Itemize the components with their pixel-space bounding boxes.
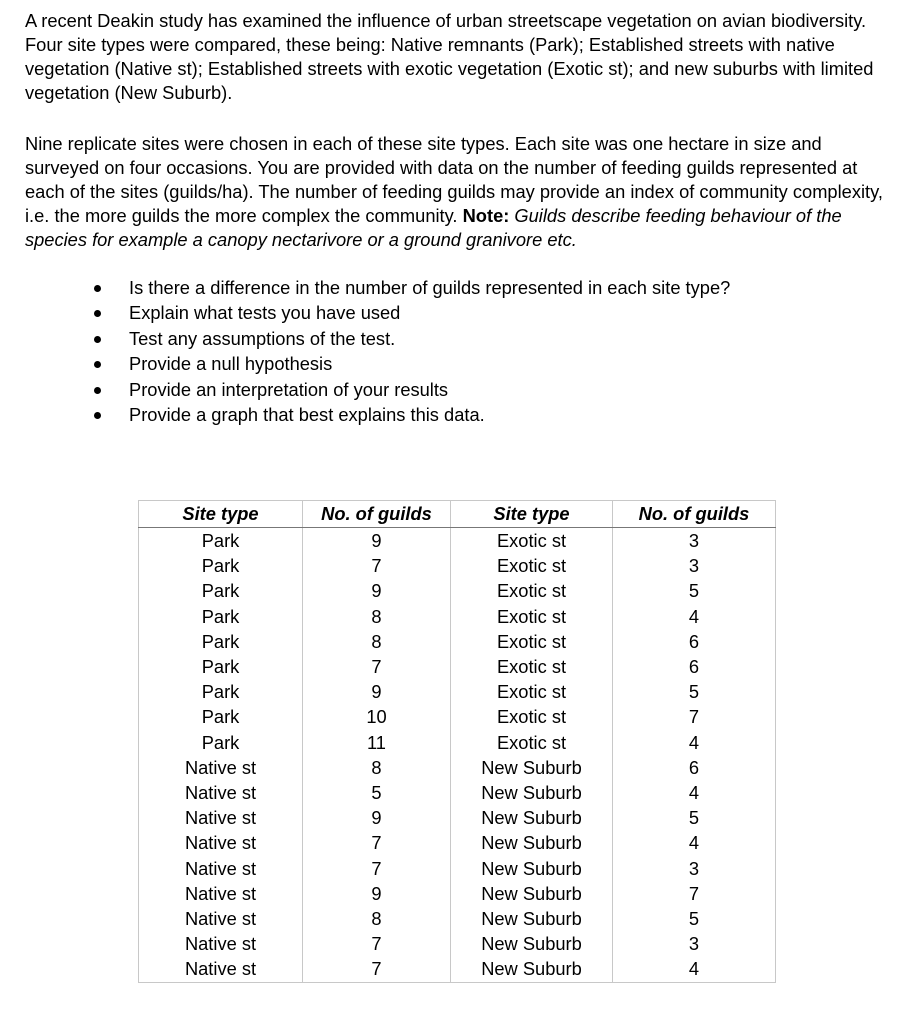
guilds-cell: 3 (613, 931, 776, 956)
site-type-cell: New Suburb (451, 856, 613, 881)
site-type-cell: Park (139, 604, 303, 629)
guilds-cell: 5 (613, 805, 776, 830)
table-row (139, 931, 776, 956)
intro-paragraph-1: A recent Deakin study has examined the influence of urban streetscape vegetation on avian biodiversity. Four site types were compared, these being: Native remnants (Park); Established streets with native vegetation (Native st); Established streets with exotic vegetation (Exotic st); and new suburbs with limited vegetation (New Suburb). (25, 10, 874, 103)
site-type-cell: Park (139, 704, 303, 729)
table-row (139, 654, 776, 679)
site-type-cell: Exotic st (451, 629, 613, 654)
guilds-data-table (138, 500, 776, 983)
site-type-cell: Native st (139, 830, 303, 855)
site-type-cell: New Suburb (451, 755, 613, 780)
guilds-cell: 7 (613, 704, 776, 729)
guilds-cell: 8 (303, 629, 451, 654)
table-row (139, 956, 776, 982)
bullet-icon (94, 361, 101, 368)
guilds-cell: 5 (613, 679, 776, 704)
site-type-cell: Native st (139, 780, 303, 805)
guilds-cell: 4 (613, 730, 776, 755)
site-type-cell: Park (139, 578, 303, 603)
site-type-cell: Park (139, 679, 303, 704)
question-item (0, 402, 730, 427)
note-label: Note: (462, 205, 510, 226)
guilds-cell: 3 (613, 856, 776, 881)
bullet-icon (94, 412, 101, 419)
intro-paragraph-2-text: Nine replicate sites were chosen in each of these site types. Each site was one hectare in size and surveyed on four occasions. You are provided with data on the number of feeding guilds represented at each of the sites (guilds/ha). The number of feeding guilds may provide an index of community complexity, i.e. the more guilds the more complex the community. (25, 133, 883, 226)
guilds-cell: 4 (613, 780, 776, 805)
question-item (0, 275, 730, 300)
site-type-cell: Park (139, 528, 303, 554)
table-row (139, 881, 776, 906)
table-row (139, 755, 776, 780)
site-type-cell: Native st (139, 956, 303, 982)
site-type-cell: Exotic st (451, 553, 613, 578)
header-site-type-1: Site type (139, 501, 303, 528)
guilds-cell: 8 (303, 755, 451, 780)
site-type-cell: Exotic st (451, 654, 613, 679)
header-guilds-1: No. of guilds (303, 501, 451, 528)
guilds-cell: 6 (613, 755, 776, 780)
site-type-cell: New Suburb (451, 805, 613, 830)
site-type-cell: New Suburb (451, 881, 613, 906)
site-type-cell: Park (139, 629, 303, 654)
guilds-cell: 7 (303, 553, 451, 578)
guilds-cell: 5 (613, 578, 776, 603)
site-type-cell: Native st (139, 881, 303, 906)
guilds-cell: 4 (613, 830, 776, 855)
table-header-row (139, 501, 776, 528)
site-type-cell: Native st (139, 906, 303, 931)
guilds-cell: 9 (303, 679, 451, 704)
guilds-cell: 7 (303, 956, 451, 982)
guilds-cell: 7 (613, 881, 776, 906)
table-row (139, 856, 776, 881)
table-row (139, 780, 776, 805)
site-type-cell: Exotic st (451, 679, 613, 704)
question-text: Explain what tests you have used (129, 302, 401, 324)
guilds-cell: 9 (303, 528, 451, 554)
site-type-cell: Native st (139, 805, 303, 830)
guilds-cell: 9 (303, 578, 451, 603)
table-row (139, 730, 776, 755)
question-item (0, 377, 730, 402)
table-row (139, 553, 776, 578)
intro-paragraph-2 (25, 132, 885, 252)
table-row (139, 578, 776, 603)
guilds-cell: 9 (303, 881, 451, 906)
question-list (0, 275, 730, 427)
question-item (0, 351, 730, 376)
guilds-cell: 6 (613, 629, 776, 654)
bullet-icon (94, 387, 101, 394)
table-row (139, 704, 776, 729)
site-type-cell: New Suburb (451, 956, 613, 982)
question-text: Test any assumptions of the test. (129, 327, 396, 349)
bullet-icon (94, 310, 101, 317)
table-row (139, 604, 776, 629)
table-row (139, 830, 776, 855)
site-type-cell: Park (139, 553, 303, 578)
guilds-cell: 4 (613, 604, 776, 629)
guilds-cell: 7 (303, 931, 451, 956)
site-type-cell: New Suburb (451, 830, 613, 855)
bullet-icon (94, 285, 101, 292)
site-type-cell: New Suburb (451, 931, 613, 956)
site-type-cell: New Suburb (451, 780, 613, 805)
table-row (139, 805, 776, 830)
table-row (139, 629, 776, 654)
header-site-type-2: Site type (451, 501, 613, 528)
site-type-cell: Native st (139, 856, 303, 881)
header-guilds-2: No. of guilds (613, 501, 776, 528)
site-type-cell: New Suburb (451, 906, 613, 931)
question-text: Provide a null hypothesis (129, 353, 333, 375)
guilds-cell: 7 (303, 654, 451, 679)
guilds-cell: 6 (613, 654, 776, 679)
site-type-cell: Exotic st (451, 704, 613, 729)
table-row (139, 528, 776, 554)
guilds-cell: 4 (613, 956, 776, 982)
site-type-cell: Park (139, 730, 303, 755)
guilds-cell: 3 (613, 553, 776, 578)
note-text: Guilds describe feeding behaviour of the species for example a canopy nectarivore or a ground granivore etc. (25, 205, 842, 250)
site-type-cell: Park (139, 654, 303, 679)
table-row (139, 679, 776, 704)
guilds-cell: 9 (303, 805, 451, 830)
table-body (139, 528, 776, 983)
question-text: Is there a difference in the number of guilds represented in each site type? (129, 277, 731, 298)
guilds-cell: 3 (613, 528, 776, 554)
site-type-cell: Native st (139, 755, 303, 780)
guilds-cell: 8 (303, 604, 451, 629)
guilds-cell: 11 (303, 730, 451, 755)
site-type-cell: Native st (139, 931, 303, 956)
guilds-cell: 7 (303, 856, 451, 881)
guilds-cell: 5 (613, 906, 776, 931)
site-type-cell: Exotic st (451, 730, 613, 755)
guilds-cell: 5 (303, 780, 451, 805)
site-type-cell: Exotic st (451, 604, 613, 629)
question-text: Provide a graph that best explains this data. (129, 403, 485, 425)
site-type-cell: Exotic st (451, 578, 613, 603)
question-item (0, 300, 730, 325)
guilds-cell: 8 (303, 906, 451, 931)
bullet-icon (94, 336, 101, 343)
table-row (139, 906, 776, 931)
site-type-cell: Exotic st (451, 528, 613, 554)
guilds-cell: 10 (303, 704, 451, 729)
question-item (0, 326, 730, 351)
question-text: Provide an interpretation of your results (129, 378, 449, 400)
guilds-cell: 7 (303, 830, 451, 855)
